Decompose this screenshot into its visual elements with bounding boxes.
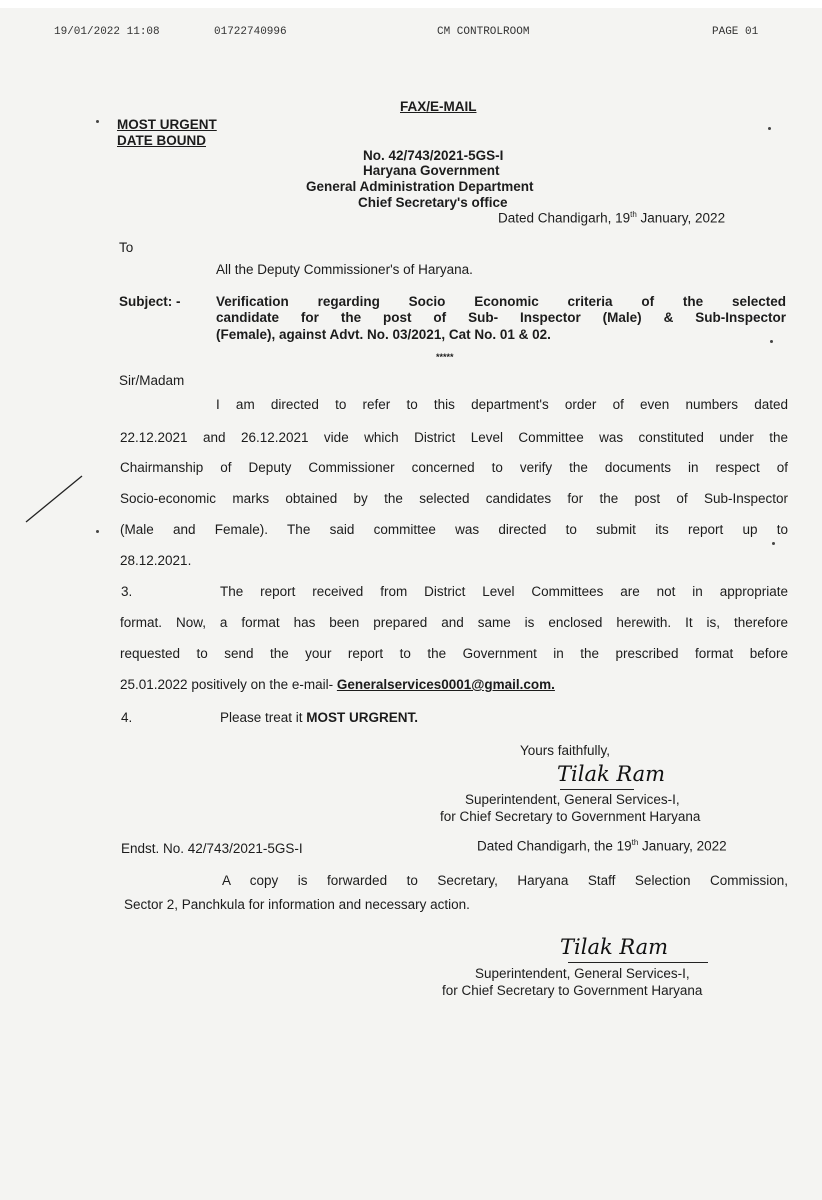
letter-date — [498, 210, 725, 226]
scan-speck — [770, 340, 773, 343]
endorsement-date-sup: th — [631, 838, 639, 847]
signature-1-stroke — [560, 789, 634, 790]
endorsement-date — [477, 838, 727, 854]
endorsement-for-line: for Chief Secretary to Government Haryana — [442, 983, 703, 998]
subject-line-1: Verification regarding Socio Economic criteria of the selected — [216, 294, 786, 309]
scan-speck — [772, 542, 775, 545]
to-recipient: All the Deputy Commissioner's of Haryana. — [216, 262, 473, 277]
urgency-line-2: DATE BOUND — [117, 133, 206, 148]
para3-line-3: requested to send the your report to the Government in the prescribed format before — [120, 646, 788, 661]
subject-label: Subject: - — [119, 294, 181, 309]
para1-line-6: 28.12.2021. — [120, 553, 192, 568]
page-top-edge — [0, 0, 822, 8]
letter-date-sup: th — [630, 210, 637, 219]
subject-separator: ***** — [436, 352, 454, 362]
endorsement-date-suffix: January, 2022 — [638, 838, 727, 854]
para4-number: 4. — [121, 710, 133, 725]
signature-1: Tilak Ram — [557, 762, 666, 786]
scan-speck — [96, 120, 99, 123]
fax-datetime: 19/01/2022 11:08 — [54, 26, 160, 38]
salutation: Sir/Madam — [119, 373, 185, 388]
letterhead-department: General Administration Department — [306, 179, 534, 194]
endorsement-designation: Superintendent, General Services-I, — [475, 966, 690, 981]
letterhead-office: Chief Secretary's office — [358, 195, 508, 210]
fax-phone-number: 01722740996 — [214, 26, 287, 38]
para1-line-1: I am directed to refer to this department's order of even numbers dated — [216, 397, 788, 412]
para3-number: 3. — [121, 584, 133, 599]
endorsement-line-2: Sector 2, Panchkula for information and necessary action. — [124, 897, 470, 912]
para3-line-2: format. Now, a format has been prepared and same is enclosed herewith. It is, therefore — [120, 615, 788, 630]
scan-speck — [768, 127, 771, 130]
endorsement-line-1: A copy is forwarded to Secretary, Haryana Staff Selection Commission, — [222, 873, 788, 888]
para1-line-2: 22.12.2021 and 26.12.2021 vide which District Level Committee was constituted under the — [120, 430, 788, 445]
endorsement-number: Endst. No. 42/743/2021-5GS-I — [121, 841, 303, 856]
closing-yours-faithfully: Yours faithfully, — [520, 743, 611, 758]
fax-email-heading: FAX/E-MAIL — [400, 99, 477, 114]
signature-2: Tilak Ram — [560, 935, 669, 959]
closing-for-line: for Chief Secretary to Government Haryana — [440, 809, 701, 824]
closing-designation: Superintendent, General Services-I, — [465, 792, 680, 807]
letter-number: No. 42/743/2021-5GS-I — [363, 148, 504, 163]
letter-date-prefix: Dated Chandigarh, 19 — [498, 210, 631, 226]
contact-email-link[interactable]: Generalservices0001@gmail.com. — [336, 677, 555, 692]
subject-line-2: candidate for the post of Sub- Inspector (Male) & Sub-Inspector — [216, 310, 786, 325]
fax-transmission-header — [0, 20, 822, 50]
para3-line-4-text: 25.01.2022 positively on the e-mail- — [120, 677, 337, 692]
para1-line-4: Socio-economic marks obtained by the selected candidates for the post of Sub-Inspector — [120, 491, 788, 506]
fax-page-number: PAGE 01 — [712, 26, 759, 38]
margin-pen-stroke — [20, 470, 90, 530]
to-label: To — [119, 240, 134, 255]
para4-prefix: Please treat it — [220, 710, 307, 725]
letterhead-government: Haryana Government — [363, 163, 500, 178]
scan-speck — [96, 530, 99, 533]
para4-emphasis: MOST URGRENT. — [306, 710, 419, 725]
para1-line-3: Chairmanship of Deputy Commissioner concerned to verify the documents in respect of — [120, 460, 788, 475]
urgency-line-1: MOST URGENT — [117, 117, 217, 132]
fax-sender: CM CONTROLROOM — [437, 26, 530, 38]
subject-line-3: (Female), against Advt. No. 03/2021, Cat No. 01 & 02. — [216, 327, 551, 342]
endorsement-date-prefix: Dated Chandigarh, the 19 — [477, 838, 632, 854]
para1-line-5: (Male and Female). The said committee was directed to submit its report up to — [120, 522, 788, 537]
para4-text — [220, 710, 418, 725]
para3-line-1: The report received from District Level Committees are not in appropriate — [220, 584, 788, 599]
para3-line-4 — [120, 677, 788, 692]
signature-2-stroke — [568, 962, 708, 963]
letter-date-suffix: January, 2022 — [636, 210, 726, 226]
